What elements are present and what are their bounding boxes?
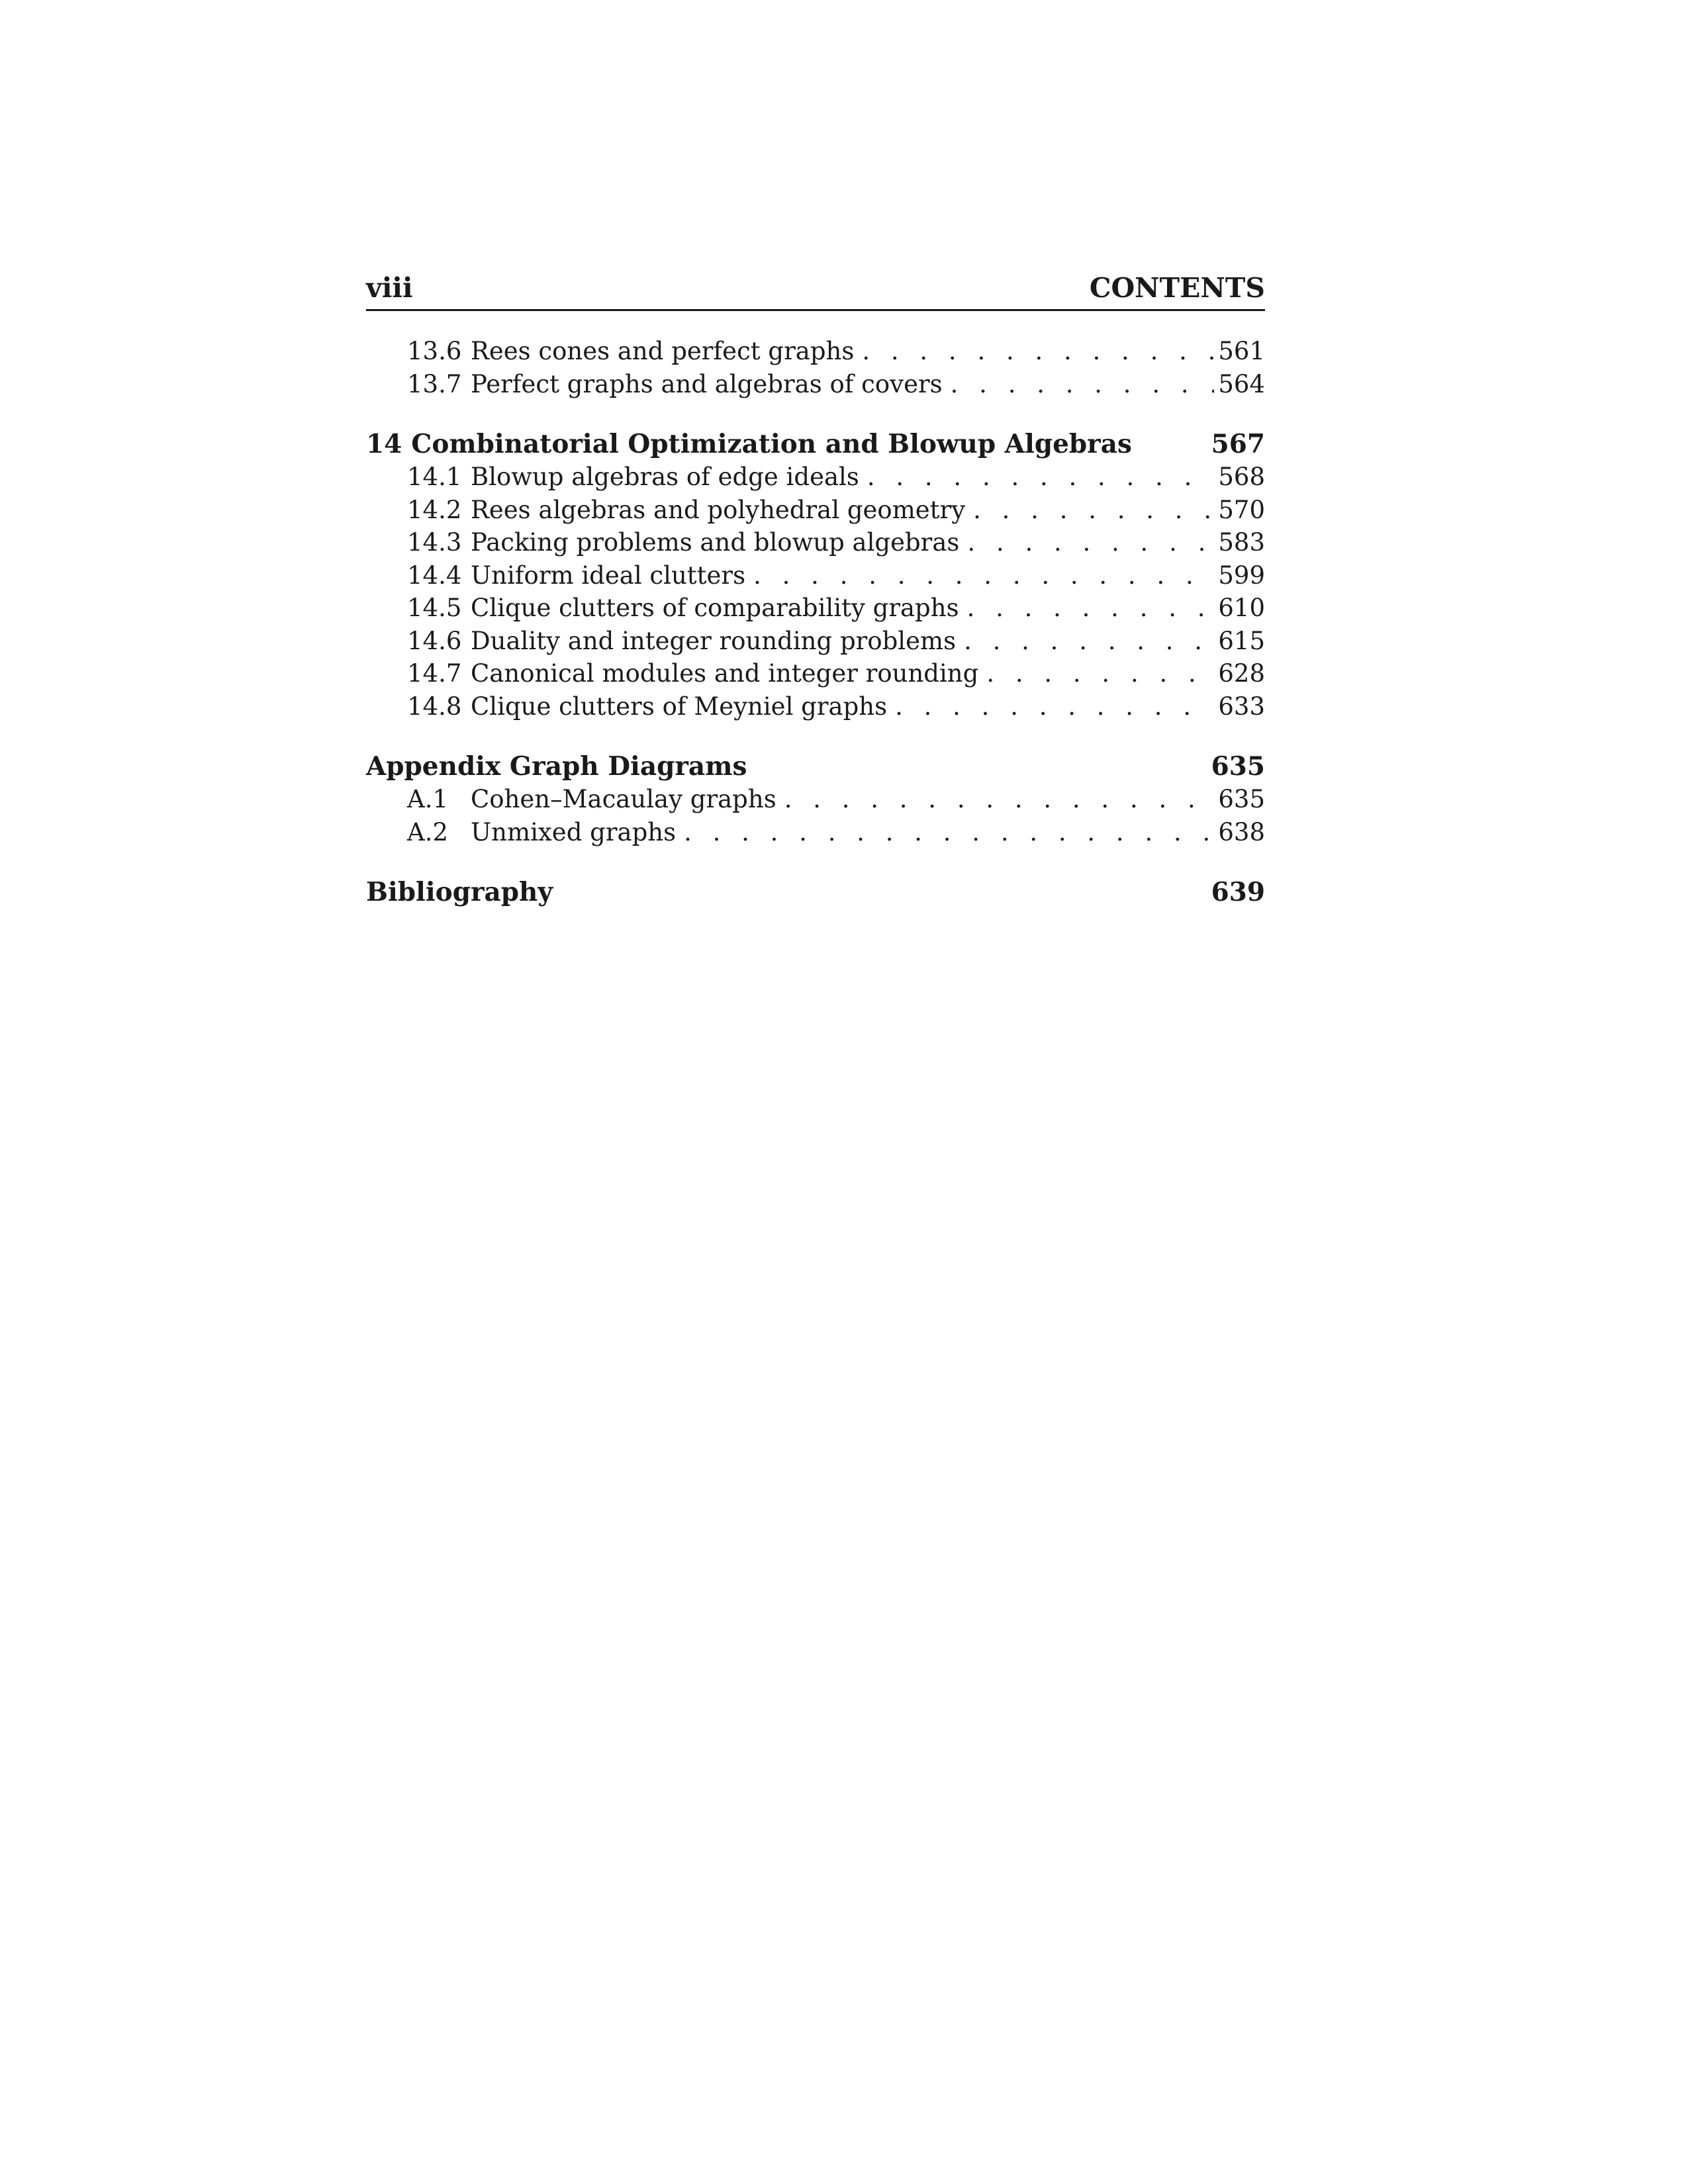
section-number: 14.5 xyxy=(407,594,462,622)
appendix-page: 635 xyxy=(1211,751,1265,782)
section-page: 564 xyxy=(1218,369,1265,398)
toc-entry-14-6[interactable] xyxy=(366,625,1265,658)
toc-entry-14-5[interactable] xyxy=(366,592,1265,625)
contents-page xyxy=(366,271,1265,909)
section-title: Rees cones and perfect graphs xyxy=(471,337,855,365)
dot-leader xyxy=(684,816,1214,849)
dot-leader xyxy=(967,592,1215,625)
section-number: A.2 xyxy=(407,817,449,846)
toc-entry-14-2[interactable] xyxy=(366,494,1265,527)
dot-leader xyxy=(986,657,1214,690)
toc-appendix[interactable] xyxy=(366,750,1265,783)
section-page: 633 xyxy=(1218,692,1265,721)
section-page: 635 xyxy=(1218,785,1265,813)
section-number: 13.7 xyxy=(407,369,462,398)
section-number: 14.4 xyxy=(407,561,462,590)
section-number: 14.6 xyxy=(407,626,462,655)
section-page: 638 xyxy=(1218,817,1265,846)
section-title: Unmixed graphs xyxy=(471,817,677,846)
section-page: 610 xyxy=(1218,594,1265,622)
bibliography-title: Bibliography xyxy=(366,877,553,907)
toc-chapter-14[interactable] xyxy=(366,428,1265,461)
dot-leader xyxy=(973,494,1214,527)
section-page: 570 xyxy=(1218,495,1265,524)
section-number: A.1 xyxy=(407,785,449,813)
section-number: 14.8 xyxy=(407,692,462,721)
bibliography-page: 639 xyxy=(1211,877,1265,907)
chapter-title: Combinatorial Optimization and Blowup Algebras xyxy=(411,429,1132,459)
section-title: Cohen–Macaulay graphs xyxy=(471,785,776,813)
toc-entry-13-7[interactable] xyxy=(366,368,1265,401)
dot-leader xyxy=(784,783,1215,816)
running-header xyxy=(366,271,1265,311)
chapter-page: 567 xyxy=(1211,429,1265,459)
section-number: 14.1 xyxy=(407,463,462,491)
section-number: 13.6 xyxy=(407,337,462,365)
section-title: Duality and integer rounding problems xyxy=(471,626,957,655)
dot-leader xyxy=(867,461,1215,494)
toc-entry-14-8[interactable] xyxy=(366,690,1265,723)
section-title: Blowup algebras of edge ideals xyxy=(471,463,859,491)
section-title: Rees algebras and polyhedral geometry xyxy=(471,495,966,524)
toc-entry-13-6[interactable] xyxy=(366,335,1265,368)
running-title: CONTENTS xyxy=(1089,272,1265,304)
dot-leader xyxy=(895,690,1214,723)
chapter-number: 14 xyxy=(366,429,402,459)
section-title: Clique clutters of comparability graphs xyxy=(471,594,959,622)
dot-leader xyxy=(862,335,1214,368)
section-page: 615 xyxy=(1218,626,1265,655)
section-page: 628 xyxy=(1218,659,1265,688)
toc-entry-14-1[interactable] xyxy=(366,461,1265,494)
dot-leader xyxy=(967,526,1214,559)
section-number: 14.2 xyxy=(407,495,462,524)
section-page: 583 xyxy=(1218,528,1265,557)
toc-entry-14-4[interactable] xyxy=(366,559,1265,592)
section-title: Canonical modules and integer rounding xyxy=(471,659,979,688)
toc-entry-14-7[interactable] xyxy=(366,657,1265,690)
section-number: 14.3 xyxy=(407,528,462,557)
section-title: Uniform ideal clutters xyxy=(471,561,746,590)
page-number: viii xyxy=(366,272,413,304)
toc-entry-a-1[interactable] xyxy=(366,783,1265,816)
section-number: 14.7 xyxy=(407,659,462,688)
toc-entry-a-2[interactable] xyxy=(366,816,1265,849)
section-title: Packing problems and blowup algebras xyxy=(471,528,960,557)
appendix-title: Appendix Graph Diagrams xyxy=(366,751,747,782)
section-title: Perfect graphs and algebras of covers xyxy=(471,369,943,398)
section-title: Clique clutters of Meyniel graphs xyxy=(471,692,888,721)
section-page: 599 xyxy=(1218,561,1265,590)
toc-bibliography[interactable] xyxy=(366,876,1265,909)
section-page: 561 xyxy=(1218,337,1265,365)
toc-entry-14-3[interactable] xyxy=(366,526,1265,559)
dot-leader xyxy=(951,368,1215,401)
section-page: 568 xyxy=(1218,463,1265,491)
table-of-contents xyxy=(366,335,1265,909)
dot-leader xyxy=(753,559,1214,592)
dot-leader xyxy=(964,625,1214,658)
